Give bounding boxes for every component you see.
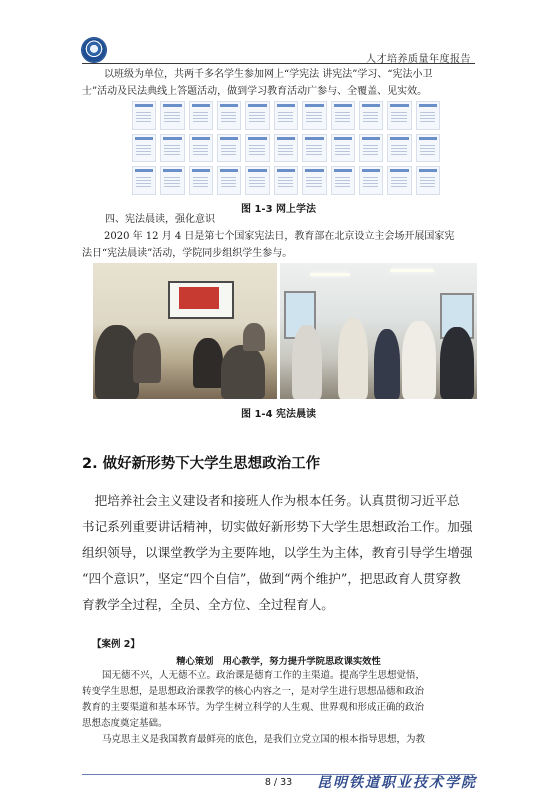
subsection-title: 四、宪法晨读，强化意识	[105, 214, 215, 225]
figure-caption: 图 1-4 宪法晨读	[240, 409, 317, 420]
screenshot-thumbnail	[274, 166, 298, 195]
screenshot-thumbnail	[132, 134, 156, 163]
screenshot-thumbnail	[302, 134, 326, 163]
ceiling-light	[310, 273, 350, 276]
screenshot-thumbnail	[189, 134, 213, 163]
student-figure	[133, 333, 161, 383]
figure-caption: 图 1-3 网上学法	[240, 204, 317, 215]
screenshot-thumbnail	[387, 166, 411, 195]
screenshot-thumbnail	[331, 166, 355, 195]
case-paragraph	[82, 668, 475, 748]
case-title: 精心策划 用心教学，努力提升学院思政课实效性	[176, 656, 381, 667]
screenshot-thumbnail	[189, 101, 213, 130]
online-learning-screenshots	[132, 101, 440, 195]
school-name-logotype: 昆明铁道职业技术学院	[317, 775, 477, 791]
student-figure	[221, 345, 265, 399]
case-line: 思想态度奠定基础。	[82, 718, 168, 729]
student-figure	[338, 318, 368, 399]
screenshot-thumbnail	[245, 166, 269, 195]
screenshot-thumbnail	[416, 101, 440, 130]
page-number: 8 / 33	[264, 777, 293, 788]
screenshot-thumbnail	[160, 101, 184, 130]
subsection-paragraph	[82, 228, 477, 262]
classroom-photo	[93, 263, 277, 399]
screenshot-thumbnail	[359, 166, 383, 195]
screenshot-thumbnail	[302, 101, 326, 130]
paragraph-line: 育教学全过程，全员、全方位、全过程育人。	[82, 597, 334, 612]
header-title: 人才培养质量年度报告	[366, 54, 471, 65]
student-figure	[374, 329, 400, 399]
paragraph-line: “四个意识”，坚定“四个自信”，做到“两个维护”，把思政育人贯穿教	[82, 571, 461, 586]
student-figure	[292, 325, 322, 399]
intro-line: 以班级为单位，共两千多名学生参加网上“学宪法 讲宪法”学习、“宪法小卫	[104, 69, 433, 80]
screenshot-thumbnail	[217, 101, 241, 130]
screenshot-thumbnail	[416, 166, 440, 195]
student-figure	[402, 321, 436, 399]
case-line: 转变学生思想，是思想政治课教学的核心内容之一，是对学生进行思想品德和政治	[82, 686, 425, 697]
screenshot-thumbnail	[245, 134, 269, 163]
student-figure	[440, 327, 474, 399]
intro-line: 士”活动及民法典线上答题活动，做到学习教育活动广参与、全覆盖、见实效。	[82, 86, 428, 97]
intro-paragraph	[82, 66, 477, 100]
paragraph-line: 组织领导，以课堂教学为主要阵地，以学生为主体，教育引导学生增强	[82, 545, 473, 560]
case-line: 国无德不兴，人无德不立。政治课是德育工作的主渠道。提高学生思想觉悟，	[102, 670, 426, 681]
screenshot-thumbnail	[189, 166, 213, 195]
screenshot-thumbnail	[359, 101, 383, 130]
screenshot-thumbnail	[416, 134, 440, 163]
section-heading: 2. 做好新形势下大学生思想政治工作	[82, 456, 321, 472]
screenshot-thumbnail	[217, 134, 241, 163]
subsection-line: 法日“宪法晨读”活动，学院同步组织学生参与。	[82, 248, 293, 259]
screenshot-thumbnail	[132, 166, 156, 195]
paragraph-line: 把培养社会主义建设者和接班人作为根本任务。认真贯彻习近平总	[82, 493, 460, 508]
screenshot-thumbnail	[359, 134, 383, 163]
projection-screen	[179, 287, 219, 309]
case-line: 教育的主要渠道和基本环节。为学生树立科学的人生观、世界观和形成正确的政治	[82, 702, 425, 713]
section-paragraph	[82, 488, 475, 618]
screenshot-thumbnail	[245, 101, 269, 130]
screenshot-thumbnail	[387, 101, 411, 130]
school-logo-icon	[82, 38, 106, 62]
student-figure	[243, 323, 265, 351]
screenshot-thumbnail	[387, 134, 411, 163]
screenshot-thumbnail	[274, 101, 298, 130]
ceiling-light	[390, 269, 434, 272]
case-label: 【案例 2】	[92, 639, 140, 650]
screenshot-thumbnail	[217, 166, 241, 195]
screenshot-thumbnail	[160, 166, 184, 195]
screenshot-thumbnail	[331, 101, 355, 130]
student-figure	[193, 338, 223, 388]
reading-photo	[280, 263, 477, 399]
screenshot-thumbnail	[302, 166, 326, 195]
screenshot-thumbnail	[274, 134, 298, 163]
screenshot-thumbnail	[331, 134, 355, 163]
subsection-line: 2020 年 12 月 4 日是第七个国家宪法日，教育部在北京设立主会场开展国家宪	[104, 231, 455, 242]
case-line: 马克思主义是我国教育最鲜亮的底色，是我们立党立国的根本指导思想，为教	[102, 734, 426, 745]
paragraph-line: 书记系列重要讲话精神，切实做好新形势下大学生思想政治工作。加强	[82, 519, 473, 534]
screenshot-thumbnail	[160, 134, 184, 163]
screenshot-thumbnail	[132, 101, 156, 130]
header-divider	[82, 63, 475, 64]
